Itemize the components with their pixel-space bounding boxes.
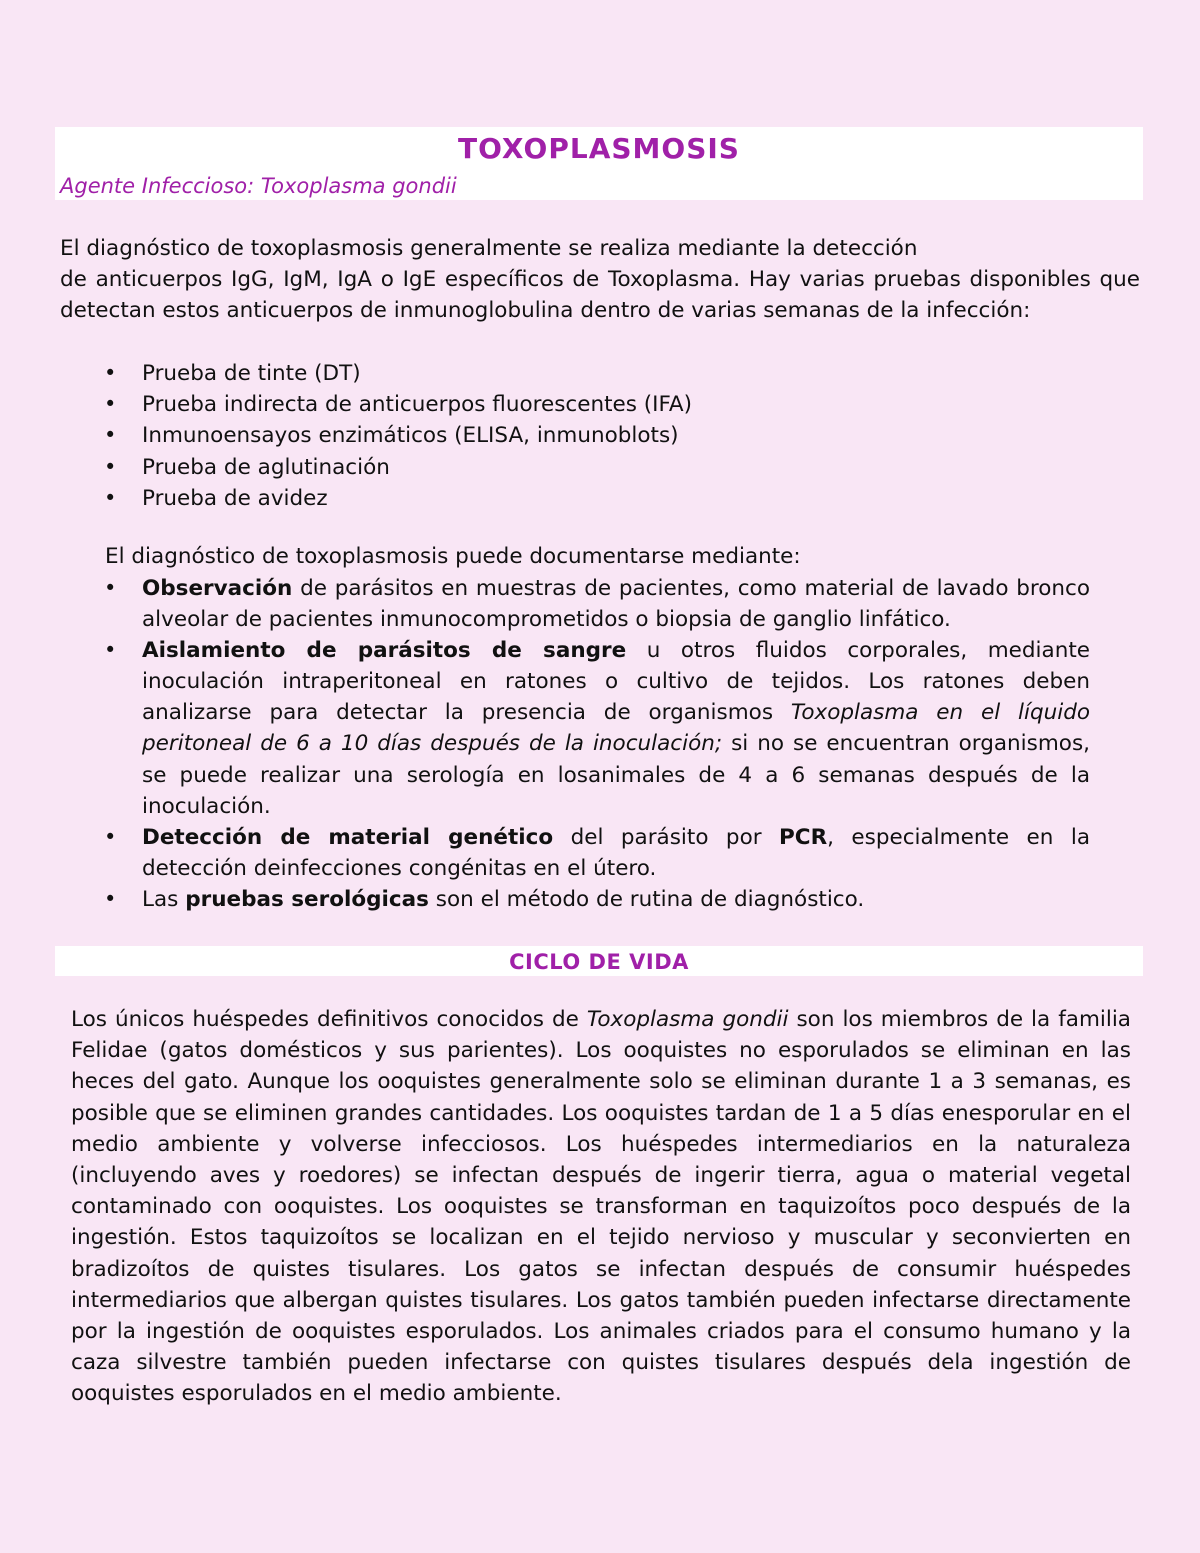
list-item: • Las pruebas serológicas son el método de rutina de diagnóstico. — [60, 884, 1090, 915]
bullet-icon: • — [104, 886, 117, 911]
list-item: • Detección de material genético del parásito por PCR, especialmente en la detección deinfecciones congénitas en el útero. — [60, 822, 1090, 884]
bullet-icon: • — [104, 485, 117, 510]
list-item: • Observación de parásitos en muestras de pacientes, como material de lavado bronco alveolar de pacientes inmunocomprometidos o biopsia de ganglio linfático. — [60, 573, 1090, 635]
bullet-icon: • — [104, 824, 117, 849]
methods-list — [60, 573, 1090, 915]
bullet-icon: • — [104, 576, 117, 600]
bullet-icon: • — [104, 392, 117, 417]
list-item: • Prueba de aglutinación — [60, 452, 692, 483]
bullet-icon: • — [104, 454, 117, 479]
lifecycle-paragraph: Los únicos huéspedes definitivos conocidos de Toxoplasma gondii son los miembros de la familia Felidae (gatos domésticos y sus parientes). Los ooquistes no esporulados se eliminan en las heces del gato. Aunque los ooquistes generalmente solo se eliminan durante 1 a 3 semanas, es posible que se eliminen grandes cantidades. Los ooquistes tardan de 1 a 5 días enesporular en el medio ambiente y volverse infecciosos. Los huéspedes intermediarios en la naturaleza (incluyendo aves y roedores) se infectan después de ingerir tierra, agua o material vegetal contaminado con ooquistes. Los ooquistes se transforman en taquizoítos poco después de la ingestión. Estos taquizoítos se localizan en el tejido nervioso y muscular y seconvierten en bradizoítos de quistes tisulares. Los gatos se infectan después de consumir huéspedes intermediarios que albergan quistes tisulares. Los gatos también pueden infectarse directamente por la ingestión de ooquistes esporulados. Los animales criados para el consumo humano y la caza silvestre también pueden infectarse con quistes tisulares después dela ingestión de ooquistes esporulados en el medio ambiente. — [71, 1007, 1131, 1407]
document-subtitle: Agente Infeccioso: Toxoplasma gondii — [60, 174, 457, 198]
list-item: • Prueba de avidez — [60, 483, 692, 514]
methods-intro: El diagnóstico de toxoplasmosis puede documentarse mediante: — [105, 544, 801, 569]
list-item: • Prueba de tinte (DT) — [60, 358, 692, 389]
intro-line-2: de anticuerpos IgG, IgM, IgA o IgE específicos de Toxoplasma. Hay varias pruebas disponibles que detectan estos anticuerpos de inmunoglobulina dentro de varias semanas de la infección: — [60, 267, 1140, 323]
list-item: • Aislamiento de parásitos de sangre u otros fluidos corporales, mediante inoculación intraperitoneal en ratones o cultivo de tejidos. Los ratones deben analizarse para detectar la presencia de organismos Toxoplasma en el líquido peritoneal de 6 a 10 días después de la inoculación; si no se encuentran organismos, se puede realizar una serología en losanimales de 4 a 6 semanas después de la inoculación. — [60, 635, 1090, 822]
intro-paragraph — [60, 233, 1140, 326]
intro-line-1: El diagnóstico de toxoplasmosis generalmente se realiza mediante la detección — [60, 236, 918, 261]
section-title: CICLO DE VIDA — [509, 950, 689, 974]
bullet-icon: • — [104, 638, 117, 663]
bullet-icon: • — [104, 361, 117, 385]
list-item: • Inmunoensayos enzimáticos (ELISA, inmunoblots) — [60, 420, 692, 451]
list-item: • Prueba indirecta de anticuerpos fluorescentes (IFA) — [60, 389, 692, 420]
document-title: TOXOPLASMOSIS — [458, 132, 740, 165]
bullet-icon: • — [104, 423, 117, 448]
tests-list — [60, 358, 692, 514]
